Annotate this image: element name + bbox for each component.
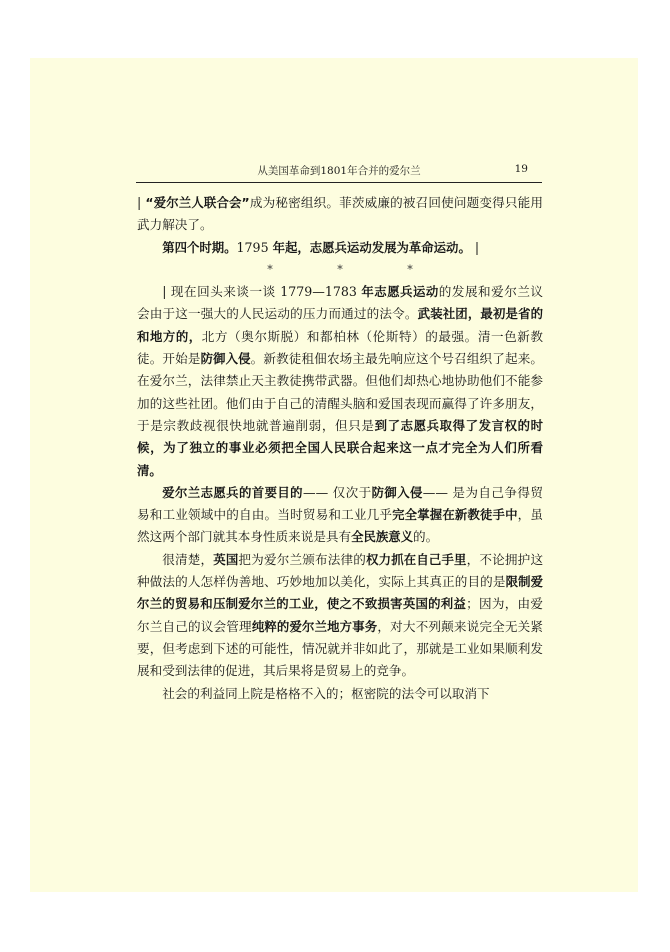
bold-run: 完全掌握在新教徒手中 (392, 507, 518, 523)
text-run: 。新教徒租佃农场主最先响应这个号召组织了起来。在爱尔兰，法律禁止天主教徒携带武器。但他们却热心地协助他们不能参加的这些社团。他们由于自己的清醒头脑和爱国表现而赢得了许多朋友，于是宗教歧视很快地就普遍削弱，但只是 (137, 351, 544, 433)
asterisk: * (337, 262, 343, 276)
section-break (137, 259, 543, 281)
running-title: 从美国革命到1801年合并的爱尔兰 (257, 165, 421, 177)
paragraph-2 (137, 237, 543, 259)
text-run: —— 是为自己争得贸易和工业领域中的自由。当时贸易和工业几乎 (137, 484, 544, 523)
paragraph-1 (137, 192, 543, 237)
paragraph-6 (137, 683, 543, 705)
text-run: 把为爱尔兰颁布法律的 (238, 551, 367, 567)
text-run: | (137, 195, 146, 210)
text-run: 的发展和爱尔兰议会由于这一强大的人民运动的压力而通过的法令。 (137, 284, 544, 322)
page-number: 19 (514, 163, 528, 175)
bold-run: 年志愿兵运动 (361, 284, 439, 300)
text-run: | (470, 239, 480, 255)
body-text (137, 192, 543, 705)
text-run: 北方（奥尔斯脱）和都柏林（伦斯特）的最强。清一色新教徒。开始是 (137, 328, 544, 367)
paragraph-4 (137, 482, 543, 549)
bold-run: 武装社团，最初是省的和地方的， (137, 306, 544, 344)
text-run: 成为秘密组织。菲茨威廉的被召回使问题变得只能用武力解决了。 (137, 195, 543, 233)
text-run: 1795 (236, 239, 273, 255)
bold-run: 到了志愿兵取得了发言权的时候，为了独立的事业必须把全国人民联合起来这一点才完全为人们所看清。 (137, 417, 544, 478)
text-run: —— 仅次于 (302, 484, 372, 500)
asterisk: * (267, 262, 273, 276)
text-run: ，虽然这两个部门就其本身性质来说是具有 (137, 507, 544, 545)
bold-run: 爱尔兰志愿兵的首要目的 (162, 484, 303, 500)
text-run: ；因为，由爱尔兰自己的议会管理 (137, 596, 544, 634)
text-run: | 现在回头来谈一谈 1779—1783 (162, 284, 362, 300)
bold-run: 第四个时期。 (162, 239, 237, 255)
bold-run: 防御入侵 (371, 484, 423, 500)
paragraph-5 (137, 549, 543, 683)
paragraph-3 (137, 281, 543, 482)
bold-run: 全民族意义 (351, 529, 414, 545)
bold-run: 纯粹的爱尔兰地方事务 (251, 618, 378, 634)
bold-run: 英国 (213, 551, 239, 567)
bold-run: 防御入侵 (200, 351, 251, 367)
text-run: 很清楚， (162, 551, 214, 567)
text-run: 社会的利益同上院是格格不入的；枢密院的法令可以取消下 (162, 685, 490, 701)
bold-run: 权力抓在自己手里 (366, 551, 467, 567)
running-header (136, 160, 542, 180)
header-rule (136, 182, 542, 183)
bold-run: 限制爱尔兰的贸易和压制爱尔兰的工业，使之不致损害英国的利益 (137, 574, 544, 612)
bold-run: “爱尔兰人联合会” (145, 195, 250, 210)
text-run: ，对大不列颠来说完全无关紧要，但考虑到下述的可能性，情况就并非如此了，那就是工业如果顺利发展和受到法律的促进，其后果将是贸易上的竞争。 (137, 618, 544, 679)
bold-run: 年起，志愿兵运动发展为革命运动。 (272, 239, 471, 255)
asterisk: * (407, 262, 413, 276)
text-run: ，不论拥护这种做法的人怎样伪善地、巧妙地加以美化，实际上其真正的目的是 (137, 551, 544, 590)
text-run: 的。 (413, 529, 439, 545)
